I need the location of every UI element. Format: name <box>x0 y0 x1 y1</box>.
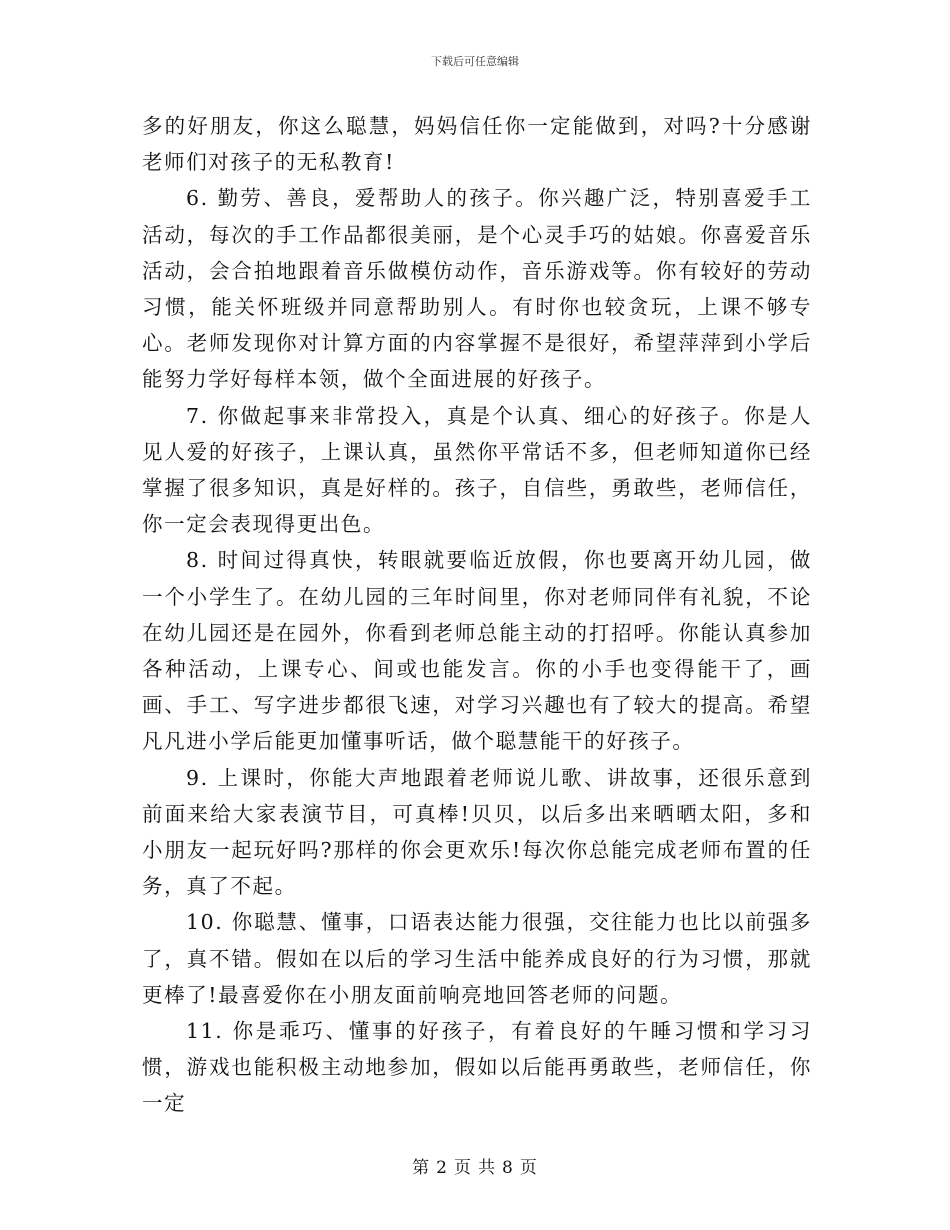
paragraph-item-9: 9. 上课时，你能大声地跟着老师说儿歌、讲故事，还很乐意到前面来给大家表演节目，可真棒!贝贝，以后多出来晒晒太阳，多和小朋友一起玩好吗?那样的你会更欢乐!每次你总能完成老师布置的任务，真了不起。 <box>142 765 812 899</box>
footer-total-word: 共 <box>478 1158 496 1178</box>
page-header: 下载后可任意编辑 <box>431 55 519 68</box>
paragraph-item-11: 11. 你是乖巧、懂事的好孩子，有着良好的午睡习惯和学习习惯，游戏也能积极主动地参加，假如以后能再勇敢些，老师信任，你一定 <box>142 1019 812 1116</box>
page-footer <box>0 1153 950 1178</box>
paragraph-continued: 多的好朋友，你这么聪慧，妈妈信任你一定能做到，对吗?十分感谢老师们对孩子的无私教育! <box>142 114 812 175</box>
footer-current-page: 2 <box>436 1158 448 1178</box>
footer-page-word: 页 <box>454 1158 472 1178</box>
paragraph-item-10: 10. 你聪慧、懂事，口语表达能力很强，交往能力也比以前强多了，真不错。假如在以后的学习生活中能养成良好的行为习惯，那就更棒了!最喜爱你在小朋友面前响亮地回答老师的问题。 <box>142 910 812 1007</box>
footer-total-pages: 8 <box>502 1158 514 1178</box>
paragraph-item-6: 6. 勤劳、善良，爱帮助人的孩子。你兴趣广泛，特别喜爱手工活动，每次的手工作品都很美丽，是个心灵手巧的姑娘。你喜爱音乐活动，会合拍地跟着音乐做模仿动作，音乐游戏等。你有较好的劳动习惯，能关怀班级并同意帮助别人。有时你也较贪玩，上课不够专心。老师发现你对计算方面的内容掌握不是很好，希望萍萍到小学后能努力学好每样本领，做个全面进展的好孩子。 <box>142 186 812 392</box>
document-body <box>142 108 812 1122</box>
paragraph-item-7: 7. 你做起事来非常投入，真是个认真、细心的好孩子。你是人见人爱的好孩子，上课认真，虽然你平常话不多，但老师知道你已经掌握了很多知识，真是好样的。孩子，自信些，勇敢些，老师信任，你一定会表现得更出色。 <box>142 403 812 537</box>
footer-suffix: 页 <box>519 1158 538 1178</box>
footer-prefix: 第 <box>412 1158 431 1178</box>
paragraph-item-8: 8. 时间过得真快，转眼就要临近放假，你也要离开幼儿园，做一个小学生了。在幼儿园的三年时间里，你对老师同伴有礼貌，不论在幼儿园还是在园外，你看到老师总能主动的打招呼。你能认真参加各种活动，上课专心、间或也能发言。你的小手也变得能干了，画画、手工、写字进步都很飞速，对学习兴趣也有了较大的提高。希望凡凡进小学后能更加懂事听话，做个聪慧能干的好孩子。 <box>142 548 812 754</box>
